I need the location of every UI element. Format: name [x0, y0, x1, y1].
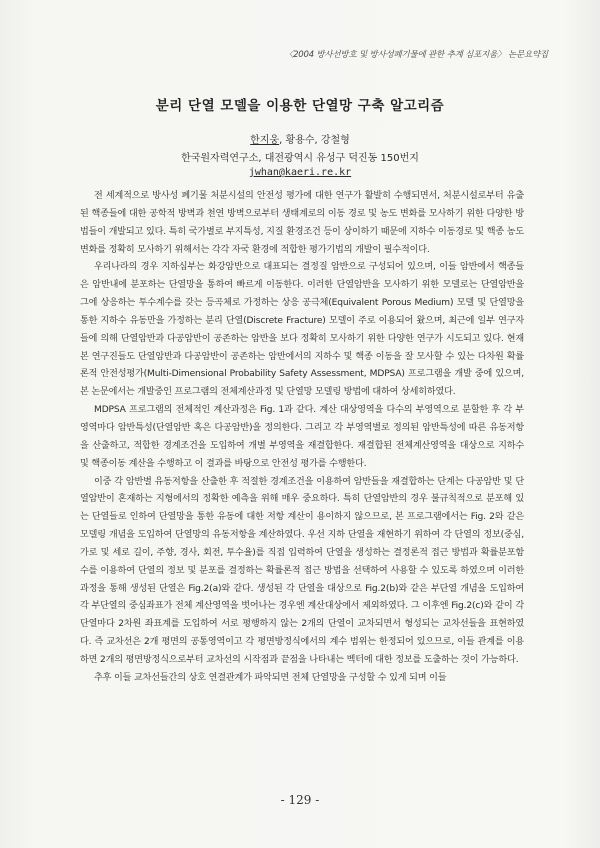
body-paragraph: 이중 각 암반별 유동저항을 산출한 후 적절한 경계조건을 이용하여 암반들을 재결합하는 단계는 다공암반 및 단열암반이 혼재하는 지형에서의 정확한 예측을 위해 매우 중요하다. 특히 단열암반의 경우 불규칙적으로 분포해 있는 단열들로 인하여 단열망을 통한 유동에 대한 저항 계산이 용이하지 않으므로, 본 프로그램에서는 Fig. 2와 같은 모델링 개념을 도입하여 단열망의 유동저항을 계산하였다. 우선 지하 단열을 재현하기 위하여 각 단열의 정보(중심, 가로 및 세로 길이, 주향, 경사, 회전, 투수율)를 직접 입력하여 단열을 생성하는 결정론적 접근 방법과 확률분포함수를 이용하여 단열의 정보 및 분포를 결정하는 확률론적 접근 방법을 선택하여 사용할 수 있도록 하였으며 이러한 과정을 통해 생성된 단열은 Fig.2(a)와 같다. 생성된 각 단열을 대상으로 Fig.2(b)와 같은 부단열 개념을 도입하여 각 부단열의 중심좌표가 전체 계산영역을 벗어나는 경우엔 계산대상에서 제외하였다. 그 이후엔 Fig.2(c)와 같이 각 단열마다 2차원 좌표계를 도입하여 서로 평행하지 않는 2개의 단열이 교차되면서 형성되는 교차선들을 표현하였다. 즉 교차선은 2개 평면의 공통영역이고 각 평면방정식에서의 계수 범위는 한정되어 있으므로, 이들 관계를 이용하면 2개의 평면방정식으로부터 교차선의 시작점과 끝점을 나타내는 벡터에 대한 정보를 도출하는 것이 가능하다. [80, 476, 524, 665]
body-paragraph: 우리나라의 경우 지하심부는 화강암반으로 대표되는 결정질 암반으로 구성되어 있으며, 이들 암반에서 핵종들은 암반내에 분포하는 단열망을 통하여 빠르게 이동한다. 이러한 단열암반을 모사하기 위한 모델로는 단열암반을 그에 상응하는 투수계수를 갖는 등곡체로 가정하는 상응 공극체(Equivalent Porous Medium) 모델 및 단열망을 통한 지하수 유동만을 가정하는 분리 단열(Discrete Fracture) 모델이 주로 이용되어 왔으며, 최근에 일부 연구자들에 의해 단열암반과 다공암반이 공존하는 암반을 보다 정확히 모사하기 위한 다양한 연구가 시도되고 있다. 현재 본 연구진들도 단열암반과 다공암반이 공존하는 암반에서의 지하수 및 핵종 이동을 잘 모사할 수 있는 다차원 확률론적 안전성평가(Multi-Dimensional Probability Safety Assessment, MDPSA) 프로그램을 개발 중에 있으며, 본 논문에서는 개발중인 프로그램의 전체계산과정 및 단열망 모델링 방법에 대하여 상세히하였다. [80, 262, 524, 398]
co-authors: , 황용수, 강철형 [279, 135, 350, 146]
body-text [80, 188, 524, 688]
body-paragraph: MDPSA 프로그램의 전체적인 계산과정은 Fig. 1과 같다. 계산 대상영역을 다수의 부영역으로 분할한 후 각 부영역마다 암반특성(단열암반 혹은 다공암반)을 정의한다. 그리고 각 부영역별로 정의된 암반특성에 따른 유동저항을 산출하고, 적합한 경계조건을 도입하여 개별 부영역을 재결합한다. 재결합된 전체계산영역을 대상으로 지하수 및 핵종이동 계산을 수행하고 이 결과를 바탕으로 안전성 평가를 수행한다. [80, 405, 524, 469]
author-email-link[interactable]: jwhan@kaeri.re.kr [248, 167, 352, 178]
page-number: - 129 - [280, 793, 320, 807]
paper-title: 분리 단열 모델을 이용한 단열망 구축 알고리즘 [155, 98, 445, 114]
body-paragraph: 전 세계적으로 방사성 폐기물 처분시설의 안전성 평가에 대한 연구가 활발히 수행되면서, 처분시설로부터 유출된 핵종들에 대한 공학적 방벽과 천연 방벽으로부터 생태계로의 이동 경로 및 농도 변화를 모사하기 위한 다양한 방법들이 개발되고 있다. 특히 국가별로 부지특성, 지질 환경조건 등이 상이하기 때문에 지하수 이동경로 및 핵종 농도변화를 정확히 모사하기 위해서는 각각 자국 환경에 적합한 평가기법의 개발이 필수적이다. [80, 191, 524, 255]
first-author: 한지웅 [250, 135, 280, 146]
author-line [0, 131, 600, 146]
running-header: 〈2004 방사선방호 및 방사성폐기물에 관한 추계 심포지움〉 논문요약집 [284, 50, 548, 60]
affiliation: 한국원자력연구소, 대전광역시 유성구 덕진동 150번지 [181, 153, 419, 164]
body-paragraph: 추후 이들 교차선들간의 상호 연결관계가 파악되면 전체 단열망을 구성할 수 있게 되며 이들 [94, 672, 447, 683]
